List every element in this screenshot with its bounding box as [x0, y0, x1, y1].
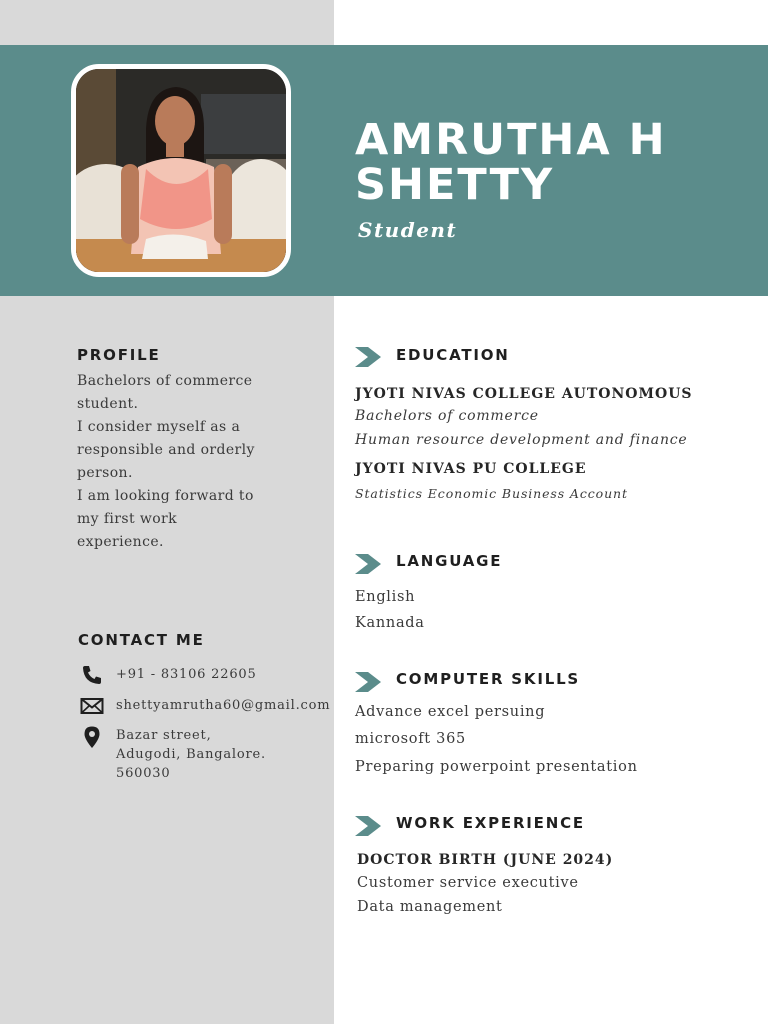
location-pin-icon: [80, 725, 104, 749]
phone-icon: [80, 663, 104, 687]
address-line: Adugodi, Bangalore.: [116, 747, 266, 762]
profile-line: student.: [77, 396, 139, 412]
contact-heading: CONTACT ME: [78, 631, 205, 649]
skill-item: microsoft 365: [355, 731, 466, 747]
work-item: Data management: [357, 899, 503, 915]
address: [116, 726, 266, 783]
chevron-right-icon: [355, 816, 381, 836]
name-line-2: SHETTY: [355, 160, 555, 210]
skill-item: Advance excel persuing: [355, 704, 546, 720]
email-icon: [80, 694, 104, 718]
profile-line: I am looking forward to: [77, 488, 254, 504]
language-item: English: [355, 589, 416, 605]
work-item: Customer service executive: [357, 875, 579, 891]
address-line: Bazar street,: [116, 728, 212, 743]
work-experience-heading: WORK EXPERIENCE: [396, 814, 585, 832]
email-address[interactable]: shettyamrutha60@gmail.com: [116, 698, 331, 713]
profile-line: Bachelors of commerce: [77, 373, 253, 389]
profile-line: I consider myself as a: [77, 419, 241, 435]
computer-skills-heading: COMPUTER SKILLS: [396, 670, 581, 688]
candidate-name: [355, 115, 755, 210]
profile-photo: [71, 64, 291, 277]
profile-line: experience.: [77, 534, 164, 550]
education-detail: Bachelors of commerce: [355, 408, 539, 424]
profile-text: [77, 370, 255, 554]
language-item: Kannada: [355, 615, 425, 631]
profile-line: responsible and orderly: [77, 442, 255, 458]
education-detail: Human resource development and finance: [355, 432, 688, 448]
role-title: Student: [358, 218, 458, 242]
phone-number[interactable]: +91 - 83106 22605: [116, 667, 257, 682]
chevron-right-icon: [355, 672, 381, 692]
profile-heading: PROFILE: [77, 346, 161, 364]
address-line: 560030: [116, 766, 171, 781]
chevron-right-icon: [355, 554, 381, 574]
chevron-right-icon: [355, 347, 381, 367]
work-role-title: DOCTOR BIRTH (JUNE 2024): [357, 852, 614, 868]
profile-line: person.: [77, 465, 133, 481]
name-line-1: AMRUTHA H: [355, 115, 667, 165]
profile-line: my first work: [77, 511, 178, 527]
education-school: JYOTI NIVAS PU COLLEGE: [355, 461, 587, 477]
profile-photo-illustration: [76, 69, 286, 272]
skill-item: Preparing powerpoint presentation: [355, 759, 638, 775]
education-school: JYOTI NIVAS COLLEGE AUTONOMOUS: [355, 386, 693, 402]
language-heading: LANGUAGE: [396, 552, 503, 570]
education-heading: EDUCATION: [396, 346, 510, 364]
education-detail: Statistics Economic Business Account: [355, 486, 628, 501]
